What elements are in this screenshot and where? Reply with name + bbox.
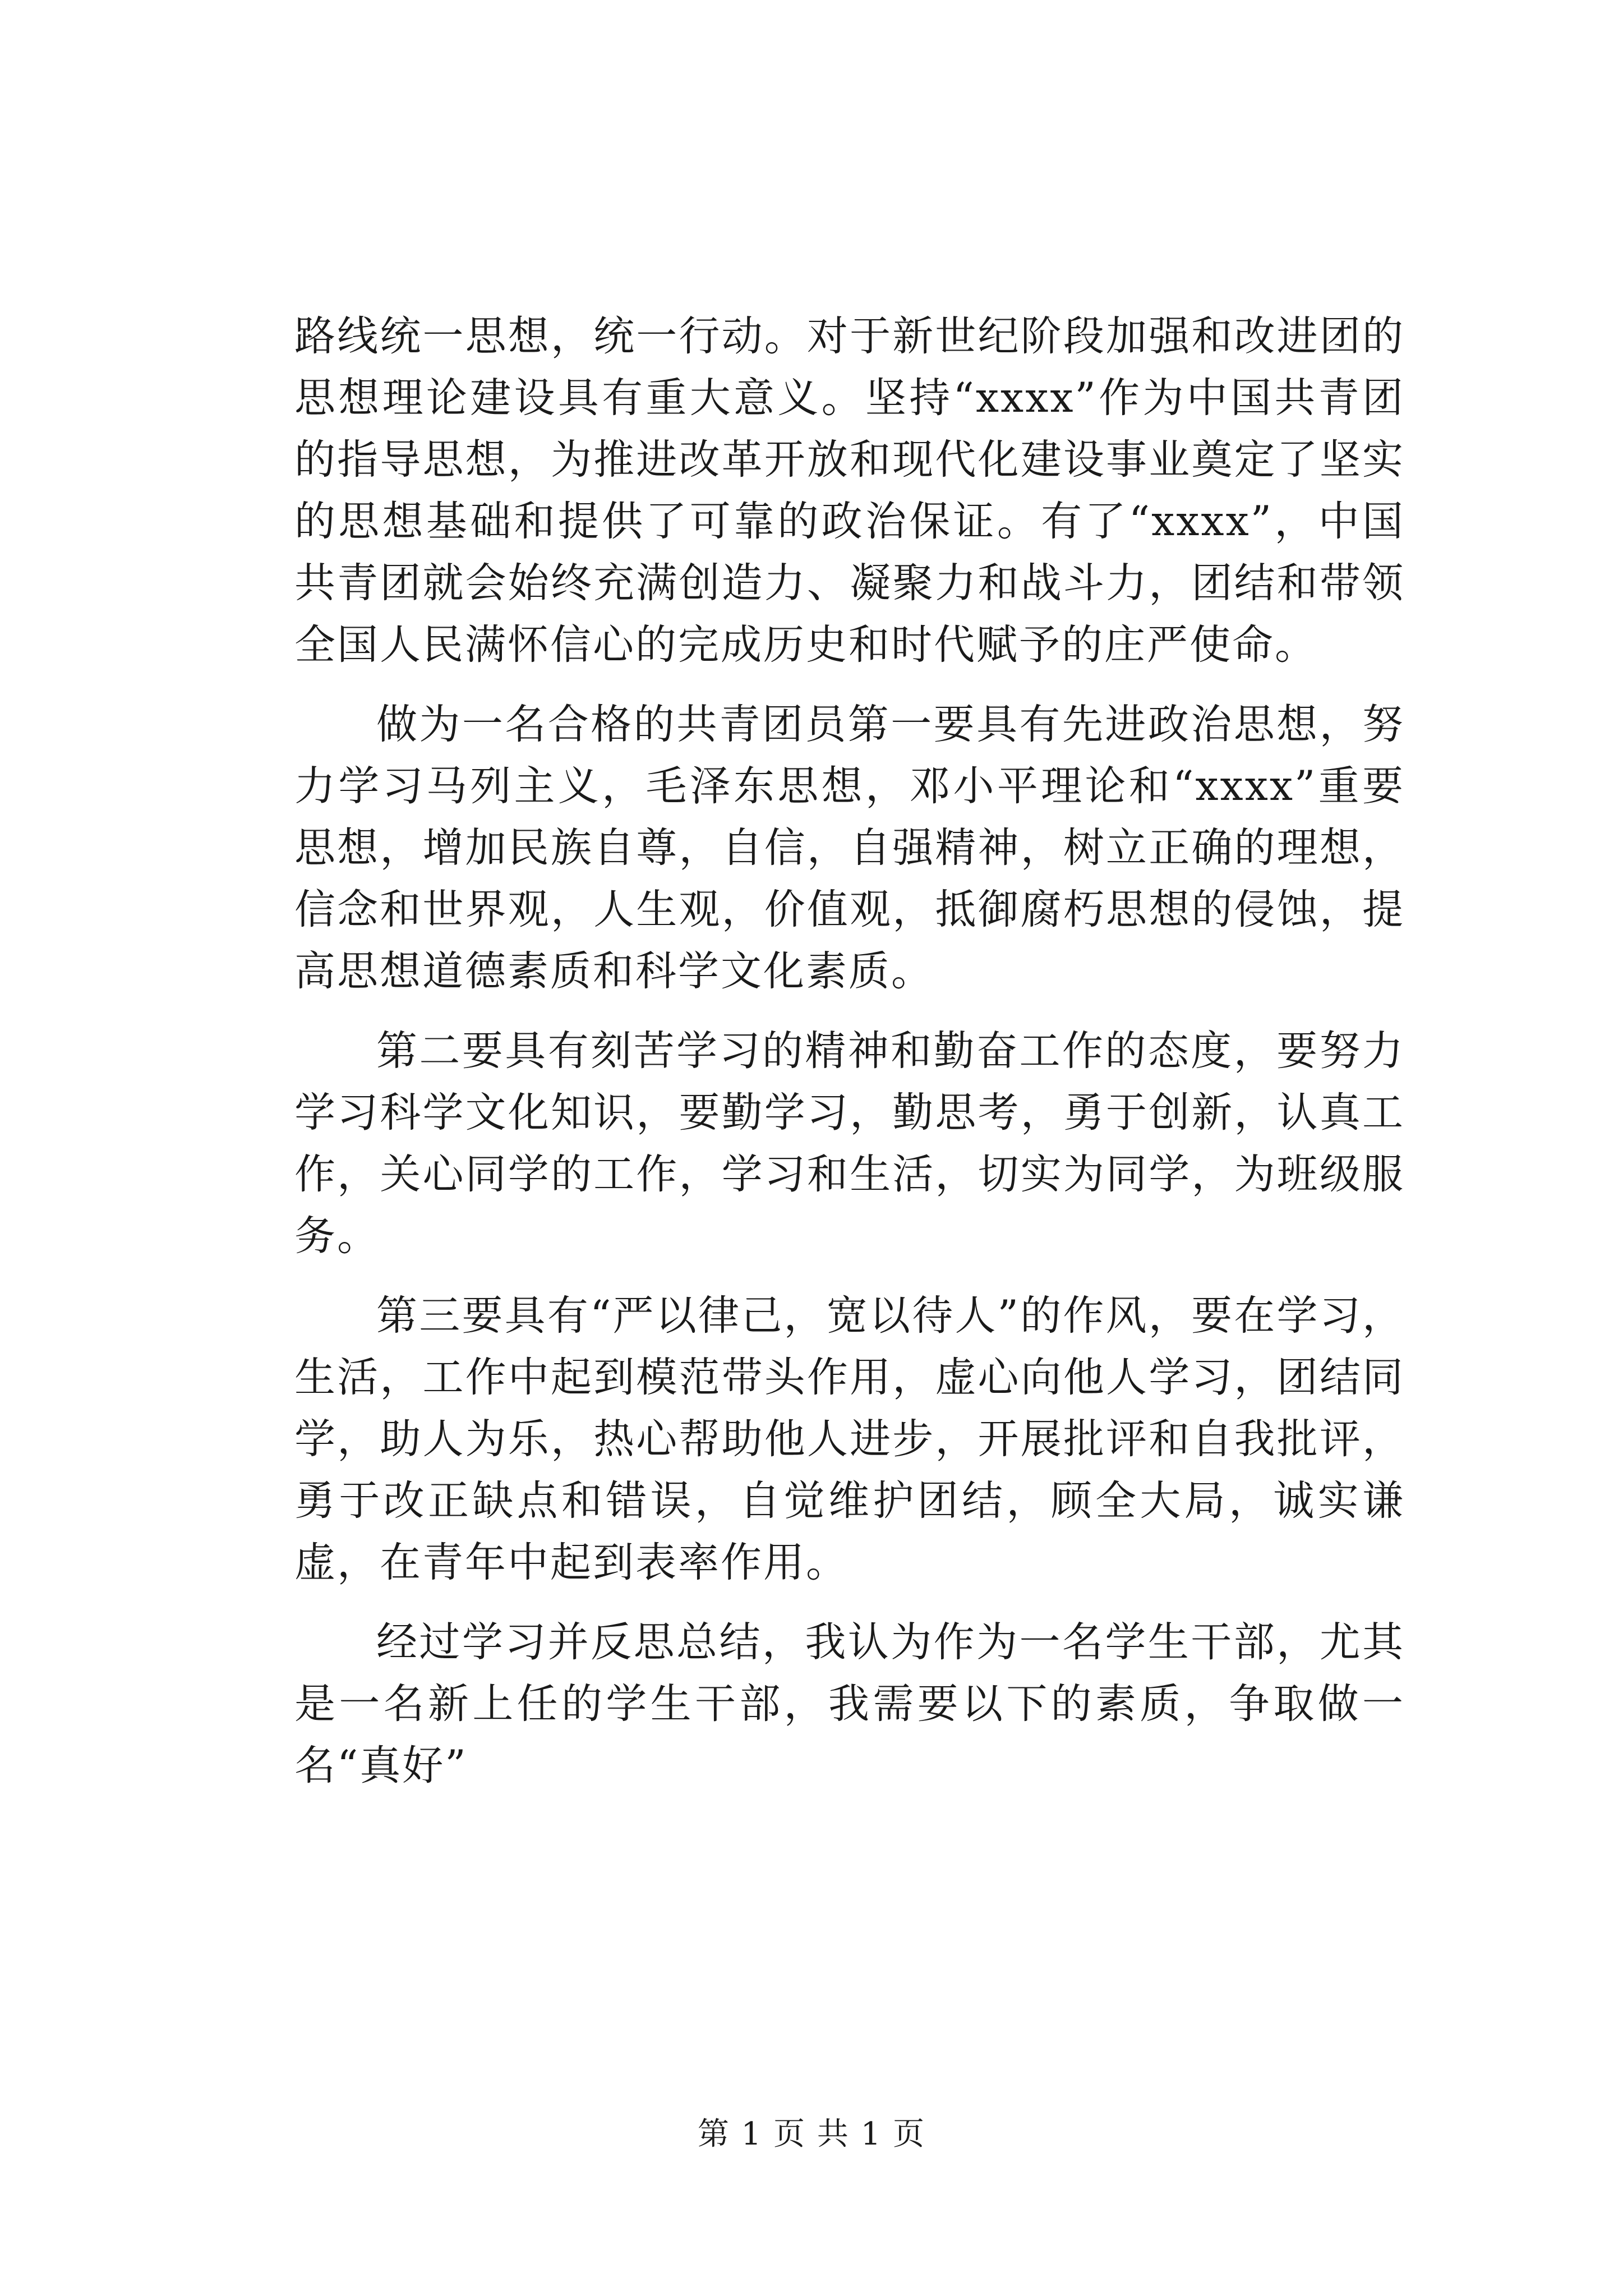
paragraph-reflection: 经过学习并反思总结，我认为作为一名学生干部，尤其是一名新上任的学生干部，我需要以下的素质，争取做一名“真好”	[294, 1618, 1405, 1789]
document-body	[294, 306, 1405, 1815]
paragraph-study-attitude: 第二要具有刻苦学习的精神和勤奋工作的态度，要努力学习科学文化知识，要勤学习，勤思考，勇于创新，认真工作，关心同学的工作，学习和生活，切实为同学，为班级服务。	[294, 1027, 1405, 1260]
page-footer: 第 1 页 共 1 页	[697, 2116, 926, 2152]
paragraph-political-thought: 做为一名合格的共青团员第一要具有先进政治思想，努力学习马列主义，毛泽东思想，邓小平理论和“xxxx”重要思想，增加民族自尊，自信，自强精神，树立正确的理想，信念和世界观，人生观，价值观，抵御腐朽思想的侵蚀，提高思想道德素质和科学文化素质。	[294, 701, 1405, 995]
paragraph-continuation: 路线统一思想，统一行动。对于新世纪阶段加强和改进团的思想理论建设具有重大意义。坚持“xxxx”作为中国共青团的指导思想，为推进改革开放和现代化建设事业奠定了坚实的思想基础和提供了可靠的政治保证。有了“xxxx”，中国共青团就会始终充满创造力、凝聚力和战斗力，团结和带领全国人民满怀信心的完成历史和时代赋予的庄严使命。	[294, 312, 1405, 669]
paragraph-work-style: 第三要具有“严以律己，宽以待人”的作风，要在学习，生活，工作中起到模范带头作用，虚心向他人学习，团结同学，助人为乐，热心帮助他人进步，开展批评和自我批评，勇于改正缺点和错误，自觉维护团结，顾全大局，诚实谦虚，在青年中起到表率作用。	[294, 1292, 1405, 1586]
